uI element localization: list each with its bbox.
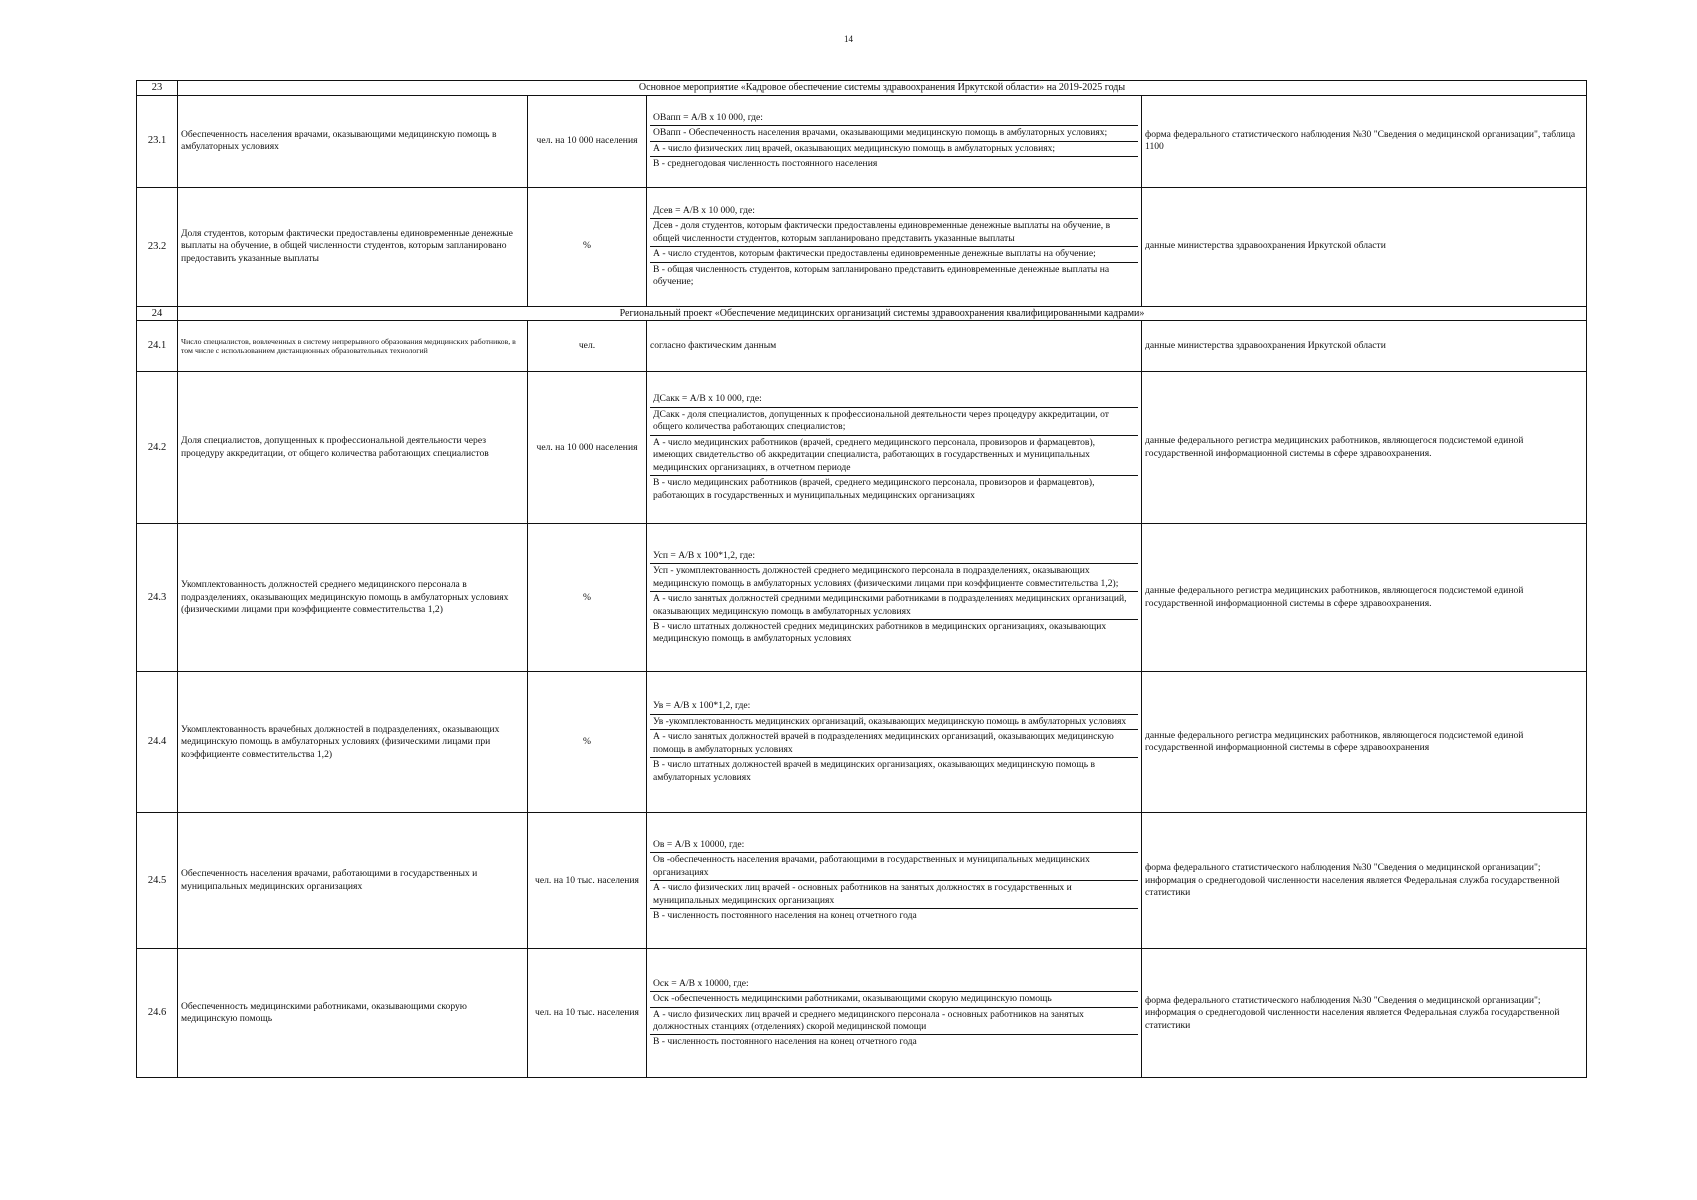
section-header-row — [137, 81, 1587, 96]
table-row — [137, 372, 1587, 524]
formula: ОВапп = А/В х 10 000, где: — [653, 111, 763, 123]
indicator-name: Число специалистов, вовлеченных в систему непрерывного образования медицинских работников, в том числе с использованием дистанционных образовательных технологий — [178, 321, 528, 372]
formula: Дсев = А/В х 10 000, где: — [653, 204, 755, 216]
section-title: Региональный проект «Обеспечение медицинских организаций системы здравоохранения квалифицированными кадрами» — [178, 306, 1587, 321]
calculation-method — [647, 813, 1142, 949]
unit-of-measure: чел. на 10 тыс. населения — [528, 949, 647, 1078]
formula-definition: В - численность постоянного населения на конец отчетного года — [650, 1034, 1138, 1049]
calculation-method — [647, 672, 1142, 813]
formula: Ов = А/В х 10000, где: — [653, 838, 745, 850]
section-number: 23 — [137, 81, 178, 96]
formula-definition: А - число физических лиц врачей - основных работников на занятых должностях в государственных и муниципальных медицинских организациях — [650, 880, 1138, 908]
unit-of-measure: % — [528, 187, 647, 306]
indicator-name: Укомплектованность врачебных должностей в подразделениях, оказывающих медицинскую помощь в амбулаторных условиях (физическими лицами при коэффициенте совместительства 1,2) — [178, 672, 528, 813]
indicator-name: Обеспеченность населения врачами, оказывающими медицинскую помощь в амбулаторных условиях — [178, 95, 528, 187]
table-row — [137, 672, 1587, 813]
formula-definition: А - число физических лиц врачей, оказывающих медицинскую помощь в амбулаторных условиях; — [650, 141, 1138, 156]
formula-definition: В - общая численность студентов, которым запланировано представить единовременные денежные выплаты на обучение; — [650, 262, 1138, 290]
section-header-row — [137, 306, 1587, 321]
row-number: 24.2 — [137, 372, 178, 524]
indicator-name: Укомплектованность должностей среднего медицинского персонала в подразделениях, оказывающих медицинскую помощь в амбулаторных условиях (физическими лицами при коэффициенте совместительства 1,2) — [178, 524, 528, 672]
table-row — [137, 524, 1587, 672]
row-number: 24.1 — [137, 321, 178, 372]
formula-definition: А - число занятых должностей средними медицинскими работниками в подразделениях медицинских организаций, оказывающих медицинскую помощь в амбулаторных условиях — [650, 591, 1138, 619]
formula-definition: В - среднегодовая численность постоянного населения — [650, 156, 1138, 171]
indicator-name: Доля студентов, которым фактически предоставлены единовременные денежные выплаты на обучение, в общей численности студентов, которым запланировано предоставить указанные выплаты — [178, 187, 528, 306]
row-number: 24.3 — [137, 524, 178, 672]
indicator-name: Обеспеченность населения врачами, работающими в государственных и муниципальных медицинских организациях — [178, 813, 528, 949]
formula-definition: Усп - укомплектованность должностей среднего медицинского персонала в подразделениях, оказывающих медицинскую помощь в амбулаторных условиях (физическими лицами при коэффициенте совместительства 1,2); — [650, 563, 1138, 591]
formula-definition: А - число занятых должностей врачей в подразделениях медицинских организаций, оказывающих медицинскую помощь в амбулаторных условиях — [650, 729, 1138, 757]
unit-of-measure: % — [528, 524, 647, 672]
table-row — [137, 949, 1587, 1078]
formula: Ув = А/В х 100*1,2, где: — [653, 700, 751, 712]
unit-of-measure: чел. на 10 000 населения — [528, 95, 647, 187]
section-title: Основное мероприятие «Кадровое обеспечение системы здравоохранения Иркутской области» на 2019-2025 годы — [178, 81, 1587, 96]
unit-of-measure: чел. на 10 000 населения — [528, 372, 647, 524]
row-number: 23.1 — [137, 95, 178, 187]
data-source: форма федерального статистического наблюдения №30 "Сведения о медицинской организации", таблица 1100 — [1142, 95, 1587, 187]
table-row — [137, 813, 1587, 949]
section-number: 24 — [137, 306, 178, 321]
formula-definition: В - число штатных должностей врачей в медицинских организациях, оказывающих медицинскую помощь в амбулаторных условиях — [650, 757, 1138, 785]
unit-of-measure: чел. на 10 тыс. населения — [528, 813, 647, 949]
page-number: 14 — [844, 34, 853, 44]
calculation-method — [647, 95, 1142, 187]
formula-definition: А - число физических лиц врачей и среднего медицинского персонала - основных работников на занятых должностных станциях (отделениях) скорой медицинской помощи — [650, 1007, 1138, 1035]
calculation-method — [647, 949, 1142, 1078]
row-number: 24.6 — [137, 949, 178, 1078]
calculation-method — [647, 187, 1142, 306]
data-source: данные федерального регистра медицинских работников, являющегося подсистемой единой государственной информационной системы в сфере здравоохранения. — [1142, 372, 1587, 524]
calculation-method — [647, 372, 1142, 524]
formula-definition: ОВапп - Обеспеченность населения врачами, оказывающими медицинскую помощь в амбулаторных условиях; — [650, 125, 1138, 140]
data-source: данные федерального регистра медицинских работников, являющегося подсистемой единой государственной информационной системы в сфере здравоохранения. — [1142, 524, 1587, 672]
unit-of-measure: % — [528, 672, 647, 813]
data-source: данные федерального регистра медицинских работников, являющегося подсистемой единой государственной информационной системы в сфере здравоохранения — [1142, 672, 1587, 813]
formula-definition: В - число медицинских работников (врачей, среднего медицинского персонала, провизоров и фармацевтов), работающих в государственных и муниципальных медицинских организациях — [650, 475, 1138, 503]
formula-definition: В - численность постоянного населения на конец отчетного года — [650, 908, 1138, 923]
indicators-table — [136, 80, 1587, 1078]
data-source: данные министерства здравоохранения Иркутской области — [1142, 321, 1587, 372]
formula-definition: Оск -обеспеченность медицинскими работниками, оказывающими скорую медицинскую помощь — [650, 991, 1138, 1006]
calculation-method — [647, 524, 1142, 672]
formula: Оск = А/В х 10000, где: — [653, 977, 749, 989]
formula-definition: Ув -укомплектованность медицинских организаций, оказывающих медицинскую помощь в амбулаторных условиях — [650, 714, 1138, 729]
row-number: 24.4 — [137, 672, 178, 813]
formula-definition: А - число студентов, которым фактически предоставлены единовременные денежные выплаты на обучение; — [650, 246, 1138, 261]
formula-definition: А - число медицинских работников (врачей, среднего медицинского персонала, провизоров и фармацевтов), имеющих свидетельство об аккредитации специалиста, работающих в государственных и муниципальных медицинских организациях, в отчетном периоде — [650, 435, 1138, 475]
unit-of-measure: чел. — [528, 321, 647, 372]
formula-definition: Ов -обеспеченность населения врачами, работающими в государственных и муниципальных медицинских организациях — [650, 852, 1138, 880]
table-row — [137, 321, 1587, 372]
table-row — [137, 187, 1587, 306]
data-source: форма федерального статистического наблюдения №30 "Сведения о медицинской организации"; информация о среднегодовой численности населения является Федеральная служба государственной статистики — [1142, 949, 1587, 1078]
formula-definition: Дсев - доля студентов, которым фактически предоставлены единовременные денежные выплаты на обучение, в общей численности студентов, которым запланировано представить указанные выплаты — [650, 218, 1138, 246]
formula-definition: В - число штатных должностей средних медицинских работников в медицинских организациях, оказывающих медицинскую помощь в амбулаторных условиях — [650, 619, 1138, 647]
indicator-name: Обеспеченность медицинскими работниками, оказывающими скорую медицинскую помощь — [178, 949, 528, 1078]
calculation-method: согласно фактическим данным — [647, 321, 1142, 372]
indicator-name: Доля специалистов, допущенных к профессиональной деятельности через процедуру аккредитации, от общего количества работающих специалистов — [178, 372, 528, 524]
row-number: 24.5 — [137, 813, 178, 949]
table-row — [137, 95, 1587, 187]
data-source: форма федерального статистического наблюдения №30 "Сведения о медицинской организации"; информация о среднегодовой численности населения является Федеральная служба государственной статистики — [1142, 813, 1587, 949]
formula-definition: ДСакк - доля специалистов, допущенных к профессиональной деятельности через процедуру аккредитации, от общего количества работающих специалистов; — [650, 407, 1138, 435]
formula: Усп = А/В х 100*1,2, где: — [653, 549, 756, 561]
data-source: данные министерства здравоохранения Иркутской области — [1142, 187, 1587, 306]
row-number: 23.2 — [137, 187, 178, 306]
formula: ДСакк = А/В х 10 000, где: — [653, 393, 762, 405]
